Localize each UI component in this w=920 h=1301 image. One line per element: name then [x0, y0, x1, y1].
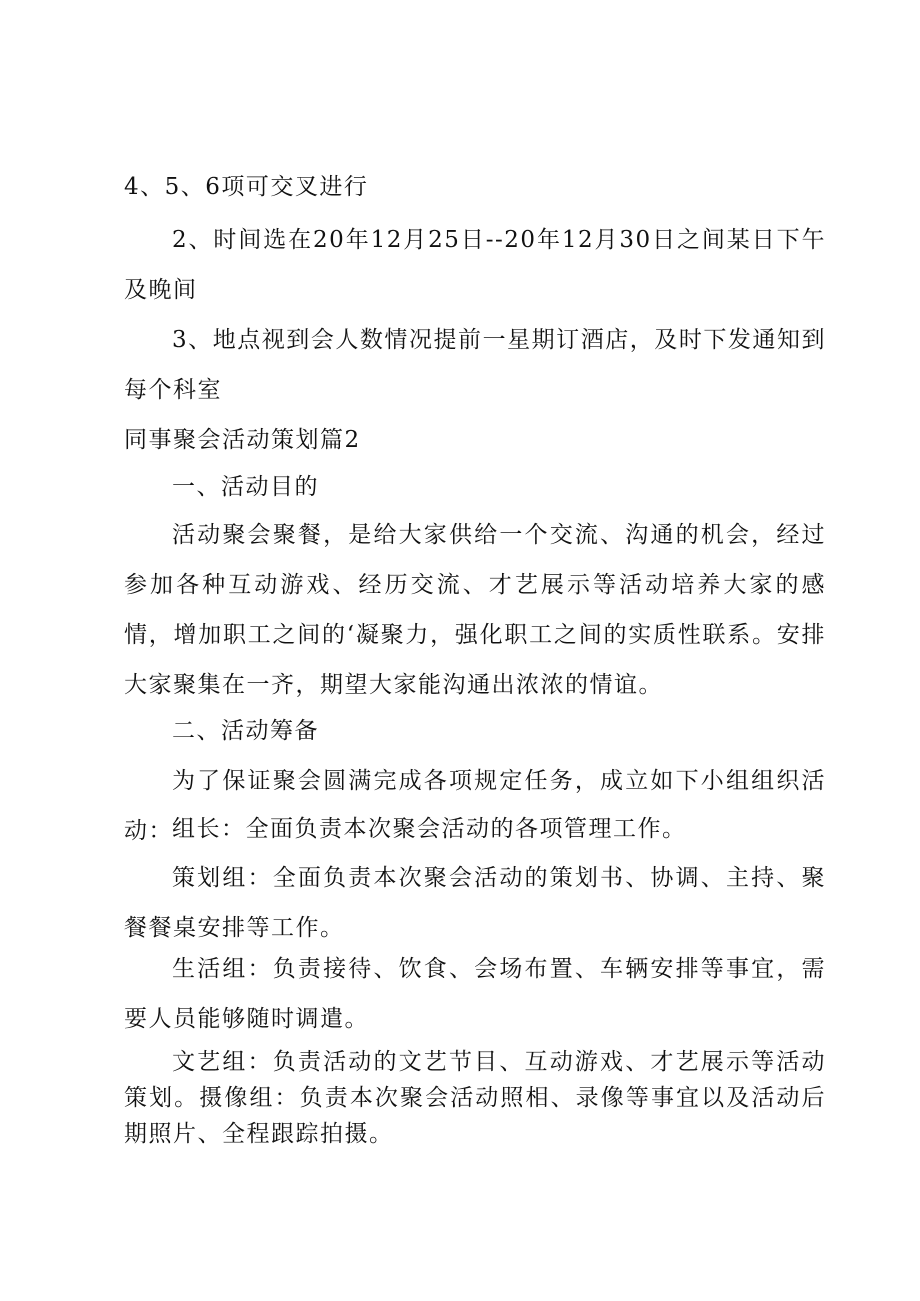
paragraph-arts-photo-group: 文艺组：负责活动的文艺节目、互动游戏、才艺展示等活动策划。摄像组：负责本次聚会活动照相、录像等事宜以及活动后期照片、全程跟踪拍摄。 — [124, 1049, 826, 1147]
section-title: 同事聚会活动策划篇2 — [124, 427, 361, 453]
paragraph-items-note: 4、5、6项可交叉进行 — [124, 174, 369, 200]
paragraph-location: 3、地点视到会人数情况提前一星期订酒店，及时下发通知到每个科室 — [124, 327, 826, 403]
heading-preparation: 二、活动筹备 — [172, 718, 319, 744]
paragraph-preparation: 为了保证聚会圆满完成各项规定任务，成立如下小组组织活动： — [124, 768, 826, 844]
heading-purpose: 一、活动目的 — [172, 474, 319, 500]
paragraph-living-group: 生活组：负责接待、饮食、会场布置、车辆安排等事宜，需要人员能够随时调遣。 — [124, 956, 826, 1032]
paragraph-planning-group: 策划组：全面负责本次聚会活动的策划书、协调、主持、聚餐餐桌安排等工作。 — [124, 865, 826, 941]
paragraph-purpose: 活动聚会聚餐，是给大家供给一个交流、沟通的机会，经过参加各种互动游戏、经历交流、才艺展示等活动培养大家的感情，增加职工之间的‘凝聚力，强化职工之间的实质性联系。安排大家聚集在一齐，期望大家能沟通出浓浓的情谊。 — [124, 522, 826, 698]
paragraph-time: 2、时间选在20年12月25日--20年12月30日之间某日下午及晚间 — [124, 227, 826, 303]
paragraph-group-leader: 组长：全面负责本次聚会活动的各项管理工作。 — [172, 816, 687, 842]
